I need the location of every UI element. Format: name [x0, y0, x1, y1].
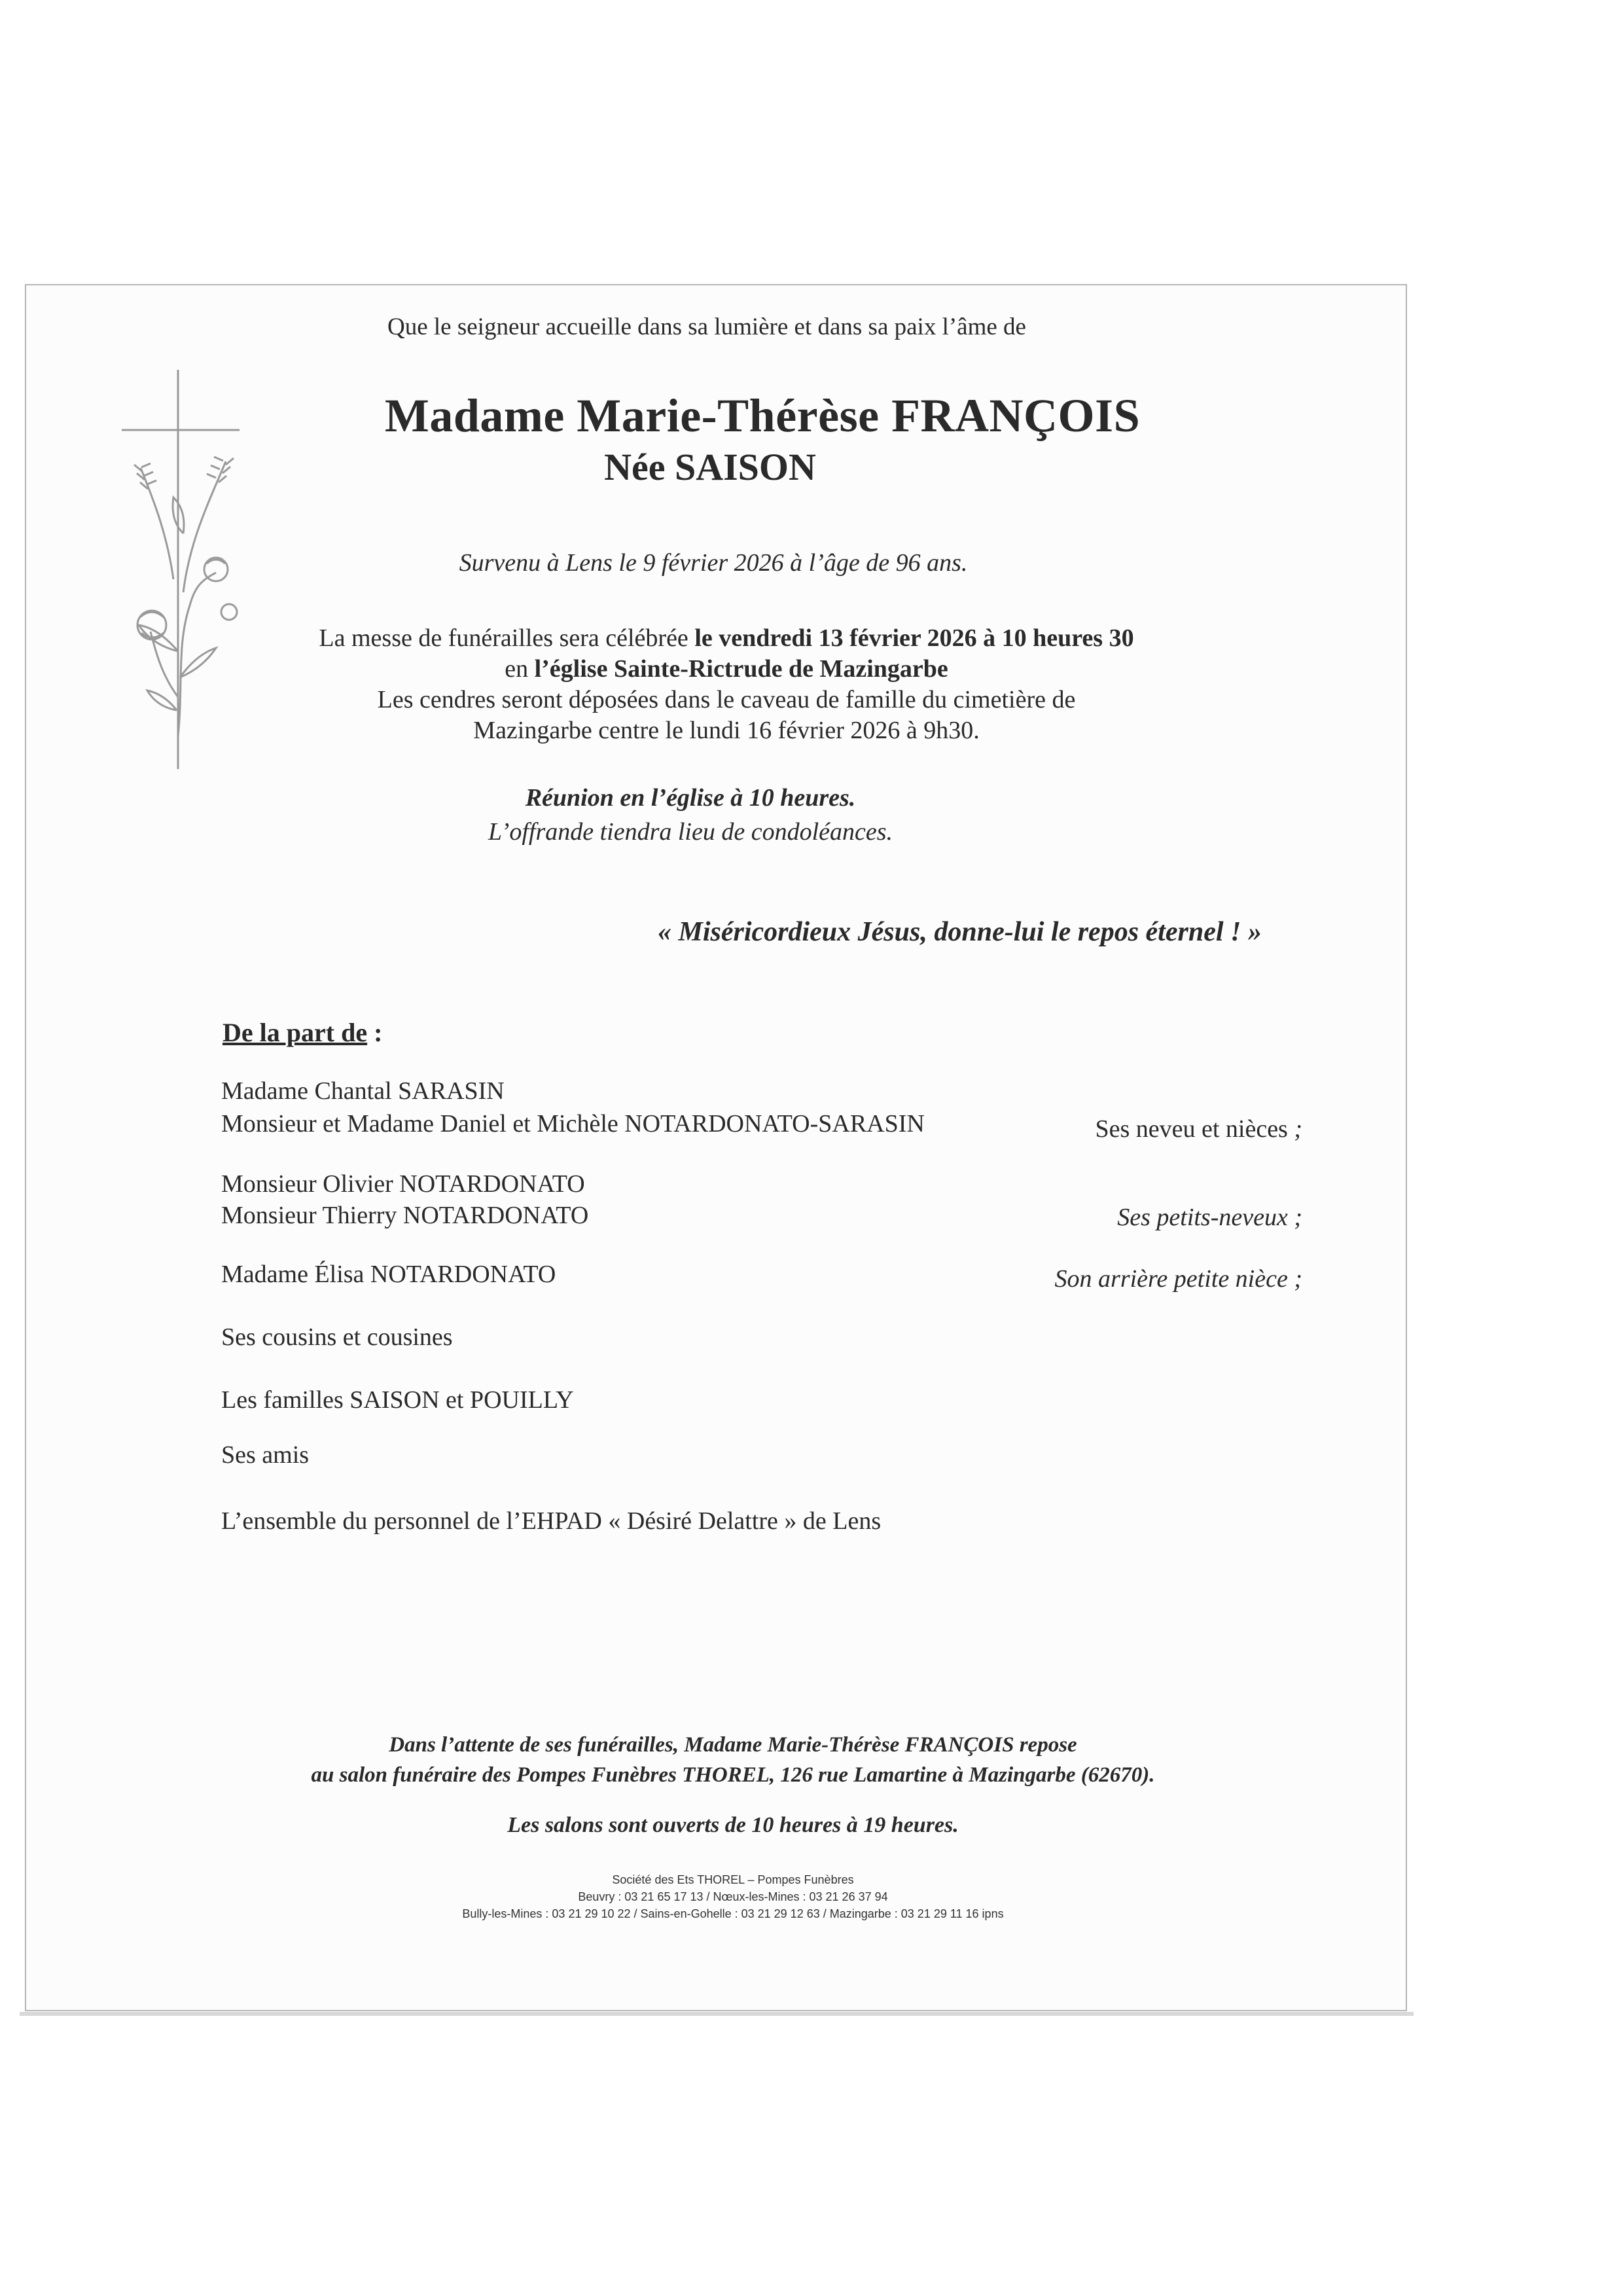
- company-name: Société des Ets THOREL – Pompes Funèbres: [612, 1873, 854, 1886]
- family-member: Ses amis: [221, 1441, 310, 1469]
- company-phones-1: Beuvry : 03 21 65 17 13 / Nœux-les-Mines : 03 21 26 37 94: [578, 1890, 888, 1903]
- deceased-name: Madame Marie-Thérèse FRANÇOIS: [384, 389, 1141, 442]
- relation-label: Ses petits-neveux ;: [1117, 1204, 1302, 1231]
- company-phones-2: Bully-les-Mines : 03 21 29 10 22 / Sains-en-Gohelle : 03 21 29 12 63 / Mazingarbe : 03 21 29 11 16 ipns: [462, 1907, 1004, 1920]
- intro-text: Que le seigneur accueille dans sa lumière et dans sa paix l’âme de: [387, 314, 1026, 340]
- family-member: Madame Chantal SARASIN: [221, 1077, 505, 1105]
- frame-shadow: [20, 2012, 1414, 2016]
- prayer-quote: « Miséricordieux Jésus, donne-lui le repos éternel ! »: [658, 917, 1262, 947]
- repose-line-2: au salon funéraire des Pompes Funèbres THOREL, 126 rue Lamartine à Mazingarbe (62670).: [311, 1763, 1155, 1787]
- relation-label: Ses neveu et nièces ;: [1095, 1115, 1302, 1143]
- offering-info: L’offrande tiendra lieu de condoléances.: [488, 818, 893, 846]
- family-member: Madame Élisa NOTARDONATO: [221, 1261, 556, 1288]
- meeting-info: Réunion en l’église à 10 heures.: [525, 784, 856, 812]
- family-member: L’ensemble du personnel de l’EHPAD « Désiré Delattre » de Lens: [221, 1507, 882, 1535]
- family-member: Monsieur Thierry NOTARDONATO: [221, 1202, 589, 1229]
- church-line: en l’église Sainte-Rictrude de Mazingarbe: [505, 655, 948, 683]
- family-member: Les familles SAISON et POUILLY: [221, 1386, 574, 1414]
- death-info: Survenu à Lens le 9 février 2026 à l’âge de 96 ans.: [459, 549, 968, 577]
- mass-line: La messe de funérailles sera célébrée le vendredi 13 février 2026 à 10 heures 30: [319, 624, 1134, 652]
- ashes-line-2: Mazingarbe centre le lundi 16 février 2026 à 9h30.: [473, 717, 980, 744]
- salon-hours: Les salons sont ouverts de 10 heures à 19 heures.: [507, 1813, 959, 1837]
- family-member: Monsieur Olivier NOTARDONATO: [221, 1170, 585, 1198]
- family-member: Ses cousins et cousines: [221, 1323, 453, 1351]
- family-heading: De la part de :: [223, 1018, 383, 1047]
- relation-label: Son arrière petite nièce ;: [1054, 1265, 1302, 1293]
- repose-line-1: Dans l’attente de ses funérailles, Madame Marie-Thérèse FRANÇOIS repose: [389, 1733, 1077, 1757]
- family-member: Monsieur et Madame Daniel et Michèle NOTARDONATO-SARASIN: [221, 1110, 925, 1138]
- ashes-line-1: Les cendres seront déposées dans le caveau de famille du cimetière de: [377, 686, 1076, 713]
- maiden-name: Née SAISON: [604, 446, 816, 488]
